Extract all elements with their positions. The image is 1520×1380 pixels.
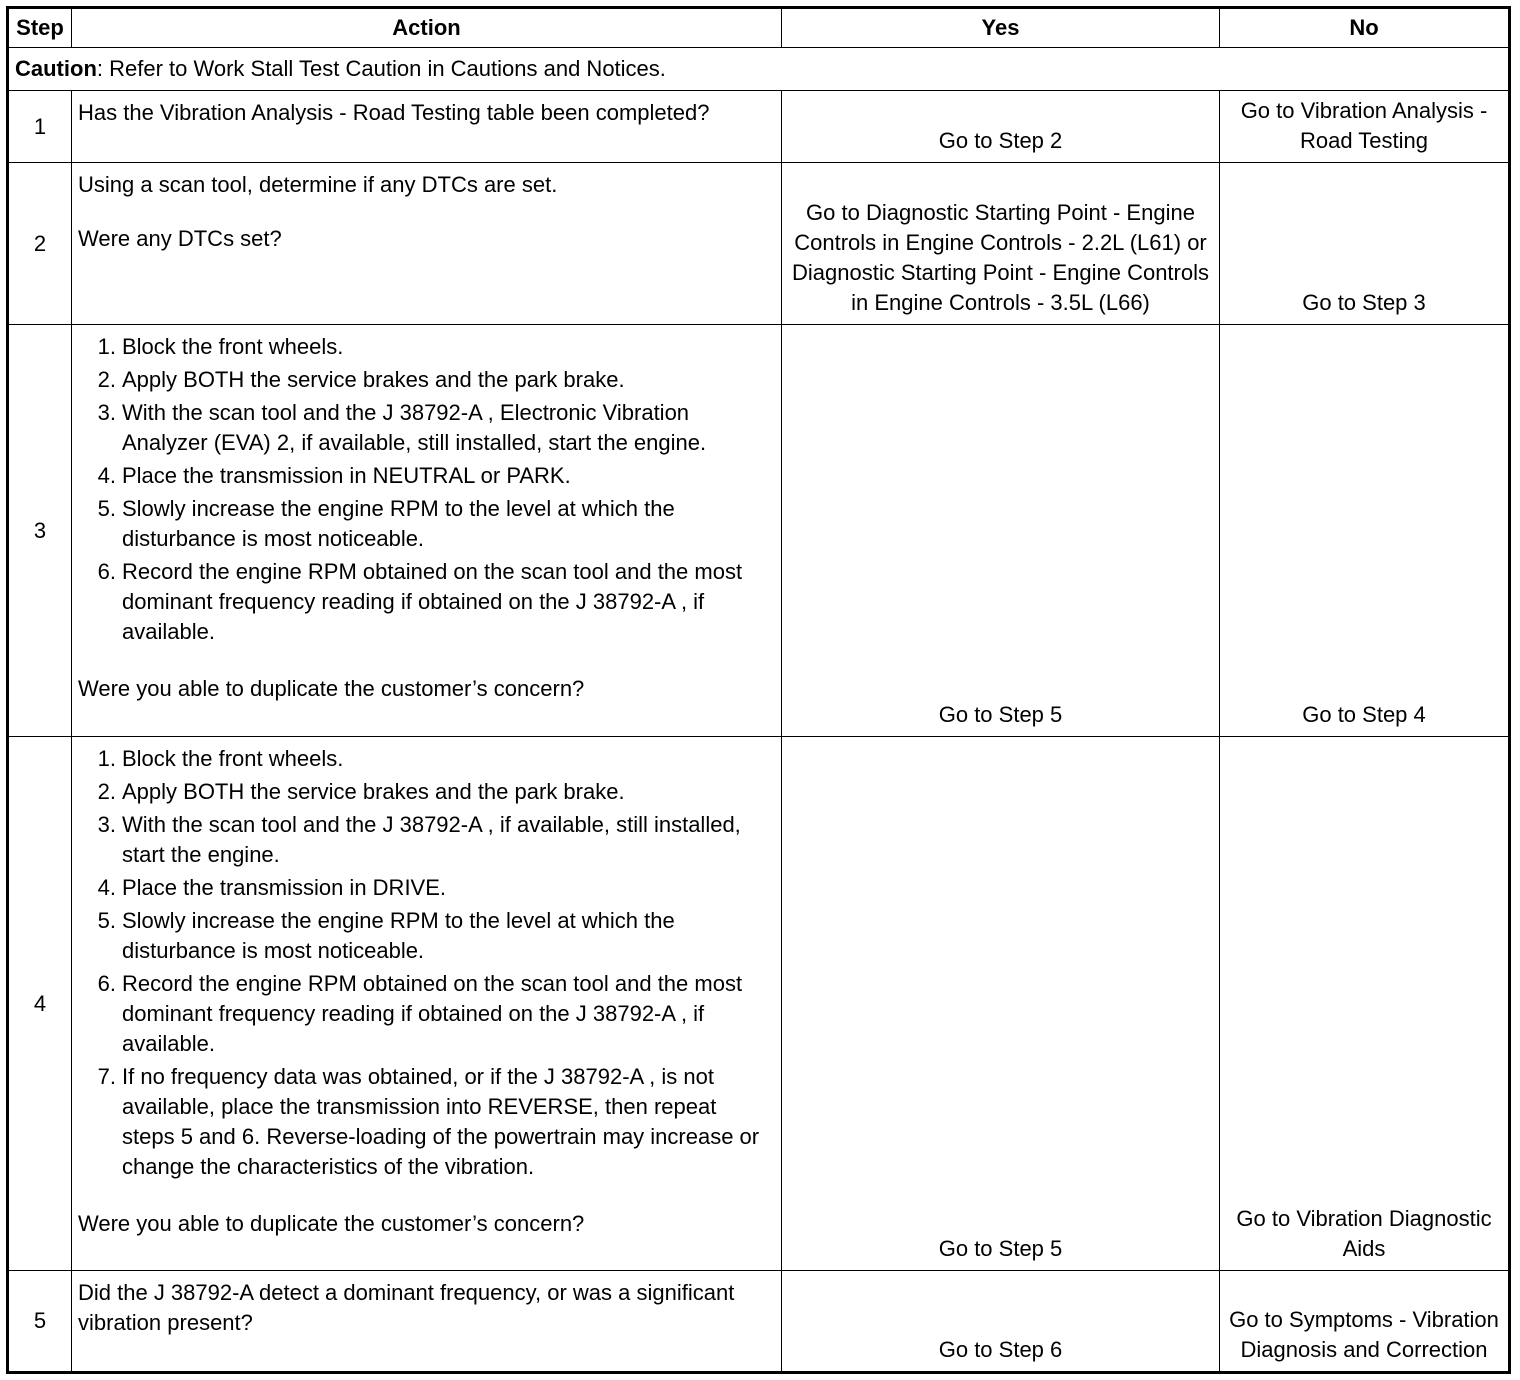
yes-cell: Go to Step 5 bbox=[782, 737, 1220, 1271]
step-number: 4 bbox=[8, 737, 72, 1271]
header-step: Step bbox=[8, 8, 72, 48]
action-text: Did the J 38792-A detect a dominant frequency, or was a significant vibration present? bbox=[78, 1280, 735, 1335]
header-yes: Yes bbox=[782, 8, 1220, 48]
header-row bbox=[8, 8, 1510, 48]
no-cell: Go to Vibration Diagnostic Aids bbox=[1220, 737, 1510, 1271]
list-item: 7. If no frequency data was obtained, or if the J 38792-A , is not available, place the transmission into REVERSE, then repeat steps 5 and 6. Reverse-loading of the powertrain may increase or change the characteristics of the vibration. bbox=[97, 1064, 760, 1179]
action-cell bbox=[72, 737, 782, 1271]
action-cell bbox=[72, 163, 782, 325]
yes-cell: Go to Step 5 bbox=[782, 325, 1220, 737]
action-cell bbox=[72, 91, 782, 163]
action-cell bbox=[72, 1271, 782, 1373]
list-item: 1. Block the front wheels. bbox=[97, 334, 344, 359]
action-question: Were you able to duplicate the customer’s concern? bbox=[78, 1211, 585, 1236]
caution-row bbox=[8, 48, 1510, 91]
list-item: 1. Block the front wheels. bbox=[97, 746, 344, 771]
yes-cell: Go to Diagnostic Starting Point - Engine Controls in Engine Controls - 2.2L (L61) or Diagnostic Starting Point - Engine Controls in Engine Controls - 3.5L (L66) bbox=[782, 163, 1220, 325]
yes-cell: Go to Step 6 bbox=[782, 1271, 1220, 1373]
action-question: Were any DTCs set? bbox=[78, 226, 282, 251]
list-item: 4. Place the transmission in NEUTRAL or PARK. bbox=[97, 463, 571, 488]
list-item: 2. Apply BOTH the service brakes and the park brake. bbox=[97, 367, 625, 392]
table-row bbox=[8, 163, 1510, 325]
caution-cell bbox=[8, 48, 1510, 91]
list-item: 3. With the scan tool and the J 38792-A , if available, still installed, start the engine. bbox=[97, 812, 741, 867]
header-action: Action bbox=[72, 8, 782, 48]
yes-cell: Go to Step 2 bbox=[782, 91, 1220, 163]
list-item: 2. Apply BOTH the service brakes and the park brake. bbox=[97, 779, 625, 804]
action-cell bbox=[72, 325, 782, 737]
action-text: Using a scan tool, determine if any DTCs are set. bbox=[78, 172, 558, 197]
procedure-list bbox=[78, 332, 775, 647]
list-item: 3. With the scan tool and the J 38792-A , Electronic Vibration Analyzer (EVA) 2, if available, still installed, start the engine. bbox=[97, 400, 707, 455]
no-cell: Go to Step 4 bbox=[1220, 325, 1510, 737]
table-row bbox=[8, 737, 1510, 1271]
header-no: No bbox=[1220, 8, 1510, 48]
no-cell: Go to Step 3 bbox=[1220, 163, 1510, 325]
diagnostic-table bbox=[6, 6, 1511, 1374]
step-number: 3 bbox=[8, 325, 72, 737]
caution-label: Caution bbox=[15, 56, 97, 81]
list-item: 4. Place the transmission in DRIVE. bbox=[97, 875, 447, 900]
list-item: 6. Record the engine RPM obtained on the scan tool and the most dominant frequency reading if obtained on the J 38792-A , if available. bbox=[97, 971, 743, 1056]
list-item: 5. Slowly increase the engine RPM to the level at which the disturbance is most noticeable. bbox=[97, 908, 675, 963]
no-cell: Go to Vibration Analysis - Road Testing bbox=[1220, 91, 1510, 163]
action-text: Has the Vibration Analysis - Road Testing table been completed? bbox=[78, 100, 710, 125]
table-row bbox=[8, 1271, 1510, 1373]
step-number: 5 bbox=[8, 1271, 72, 1373]
step-number: 1 bbox=[8, 91, 72, 163]
action-question: Were you able to duplicate the customer’s concern? bbox=[78, 676, 585, 701]
list-item: 5. Slowly increase the engine RPM to the level at which the disturbance is most noticeable. bbox=[97, 496, 675, 551]
procedure-list bbox=[78, 744, 775, 1182]
no-cell: Go to Symptoms - Vibration Diagnosis and Correction bbox=[1220, 1271, 1510, 1373]
table-row bbox=[8, 91, 1510, 163]
table-row bbox=[8, 325, 1510, 737]
step-number: 2 bbox=[8, 163, 72, 325]
list-item: 6. Record the engine RPM obtained on the scan tool and the most dominant frequency reading if obtained on the J 38792-A , if available. bbox=[97, 559, 743, 644]
caution-text: : Refer to Work Stall Test Caution in Cautions and Notices. bbox=[96, 56, 666, 81]
